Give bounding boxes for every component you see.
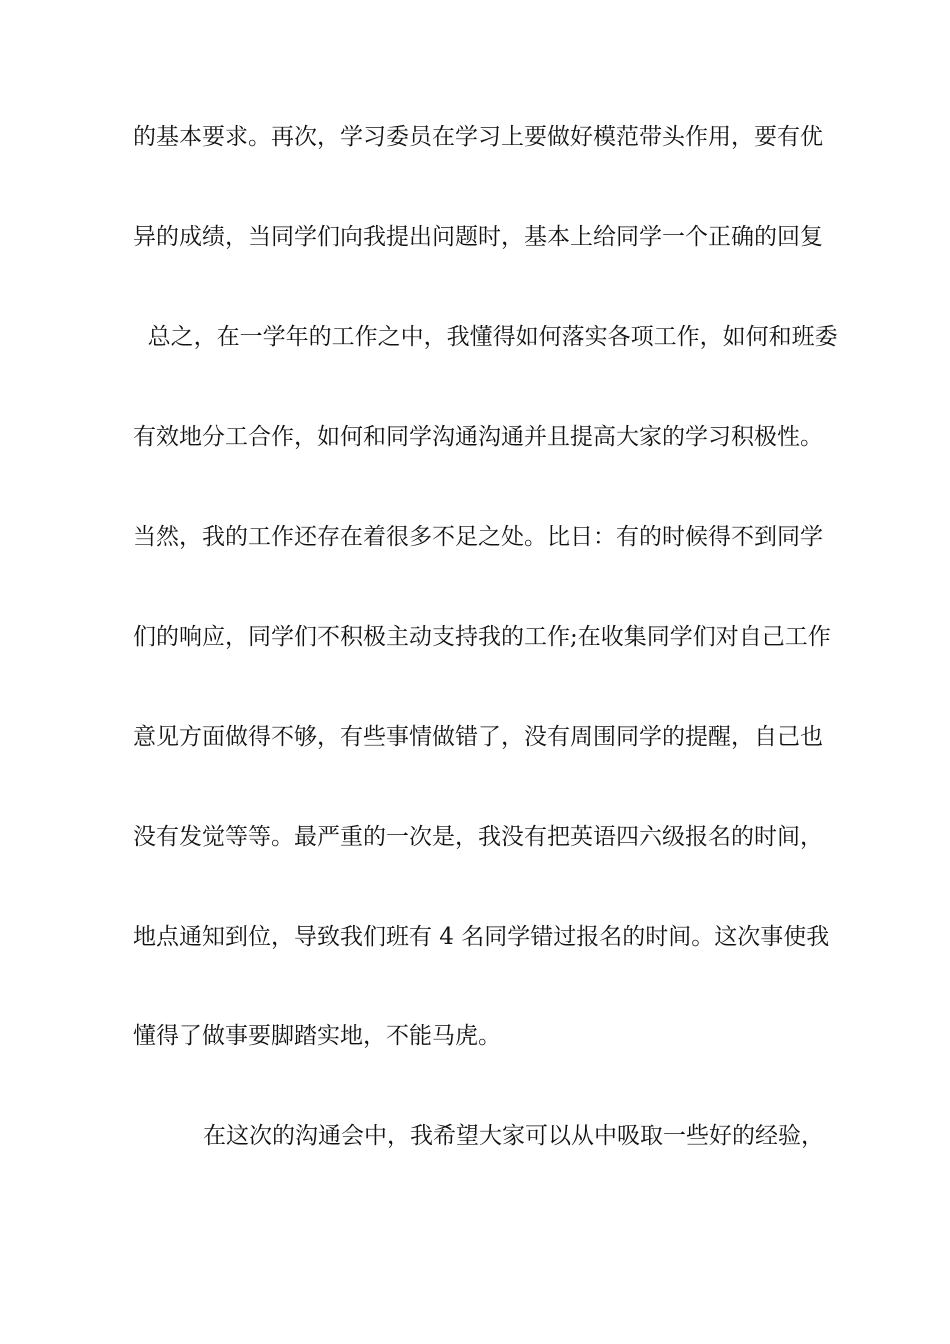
text-line: 地点通知到位，导致我们班有 4 名同学错过报名的时间。这次事使我 — [133, 924, 830, 950]
text-line: 有效地分工合作，如何和同学沟通沟通并且提高大家的学习积极性。 — [133, 424, 823, 450]
paragraph-first-line: 在这次的沟通会中，我希望大家可以从中吸取一些好的经验， — [203, 1123, 824, 1149]
text-line: 意见方面做得不够，有些事情做错了，没有周围同学的提醒，自己也 — [133, 724, 823, 750]
text-line: 异的成绩，当同学们向我提出问题时，基本上给同学一个正确的回复 — [133, 224, 823, 250]
text-line: 们的响应，同学们不积极主动支持我的工作;在收集同学们对自己工作 — [133, 624, 831, 650]
text-line: 懂得了做事要脚踏实地，不能马虎。 — [133, 1023, 501, 1049]
text-line: 总之，在一学年的工作之中，我懂得如何落实各项工作，如何和班委 — [133, 324, 838, 350]
text-line: 没有发觉等等。最严重的一次是，我没有把英语四六级报名的时间， — [133, 824, 823, 850]
text-line: 的基本要求。再次，学习委员在学习上要做好模范带头作用，要有优 — [133, 124, 823, 150]
text-line: 当然，我的工作还存在着很多不足之处。比日：有的时候得不到同学 — [133, 524, 823, 550]
